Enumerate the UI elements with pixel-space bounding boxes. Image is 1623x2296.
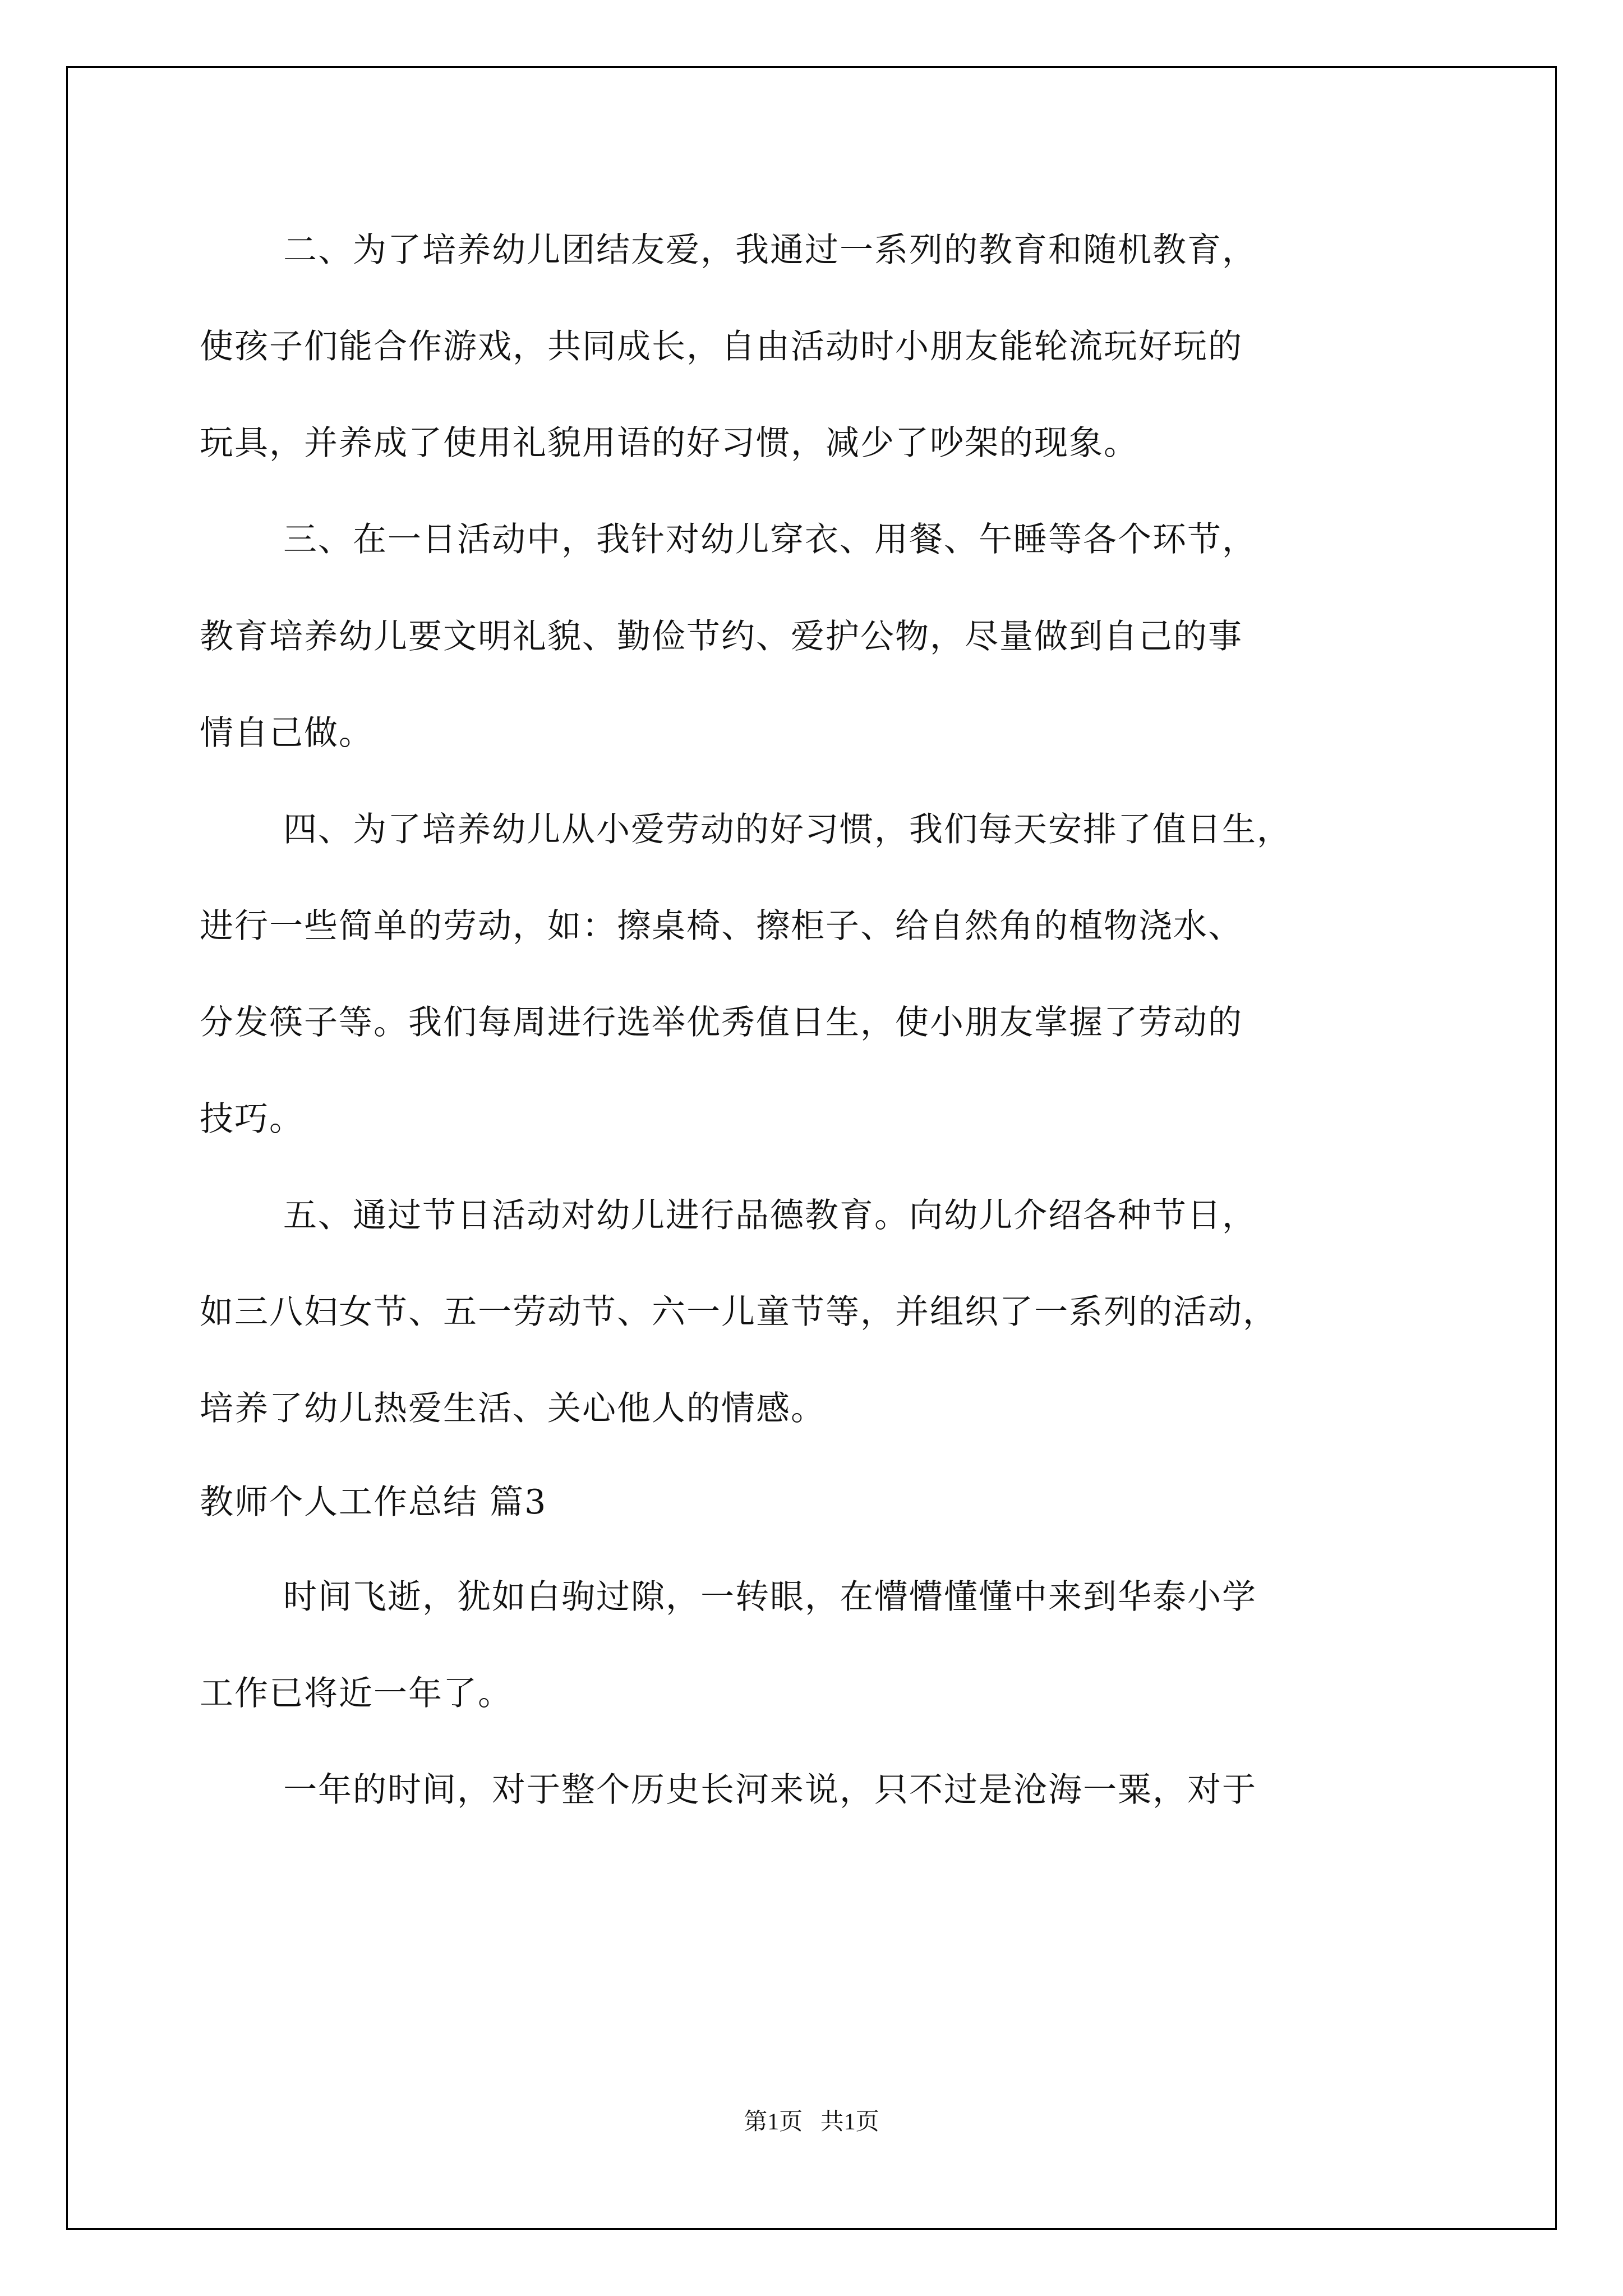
paragraph-line: 分发筷子等。我们每周进行选举优秀值日生，使小朋友掌握了劳动的 — [200, 1003, 1243, 1042]
paragraph-line: 玩具，并养成了使用礼貌用语的好习惯，减少了吵架的现象。 — [200, 424, 1138, 463]
page-border — [66, 66, 1557, 2230]
page-footer: 第1页 共1页 — [744, 2109, 879, 2135]
paragraph-line: 使孩子们能合作游戏，共同成长，自由活动时小朋友能轮流玩好玩的 — [200, 327, 1243, 366]
paragraph-line: 工作已将近一年了。 — [200, 1674, 513, 1713]
paragraph-line: 三、在一日活动中，我针对幼儿穿衣、用餐、午睡等各个环节， — [283, 520, 1257, 559]
paragraph-line: 五、通过节日活动对幼儿进行品德教育。向幼儿介绍各种节日， — [283, 1196, 1257, 1235]
paragraph-line: 培养了幼儿热爱生活、关心他人的情感。 — [200, 1389, 826, 1428]
paragraph-line: 教育培养幼儿要文明礼貌、勤俭节约、爱护公物，尽量做到自己的事 — [200, 617, 1243, 656]
paragraph-line: 四、为了培养幼儿从小爱劳动的好习惯，我们每天安排了值日生， — [283, 810, 1292, 849]
paragraph-line: 如三八妇女节、五一劳动节、六一儿童节等，并组织了一系列的活动， — [200, 1292, 1278, 1332]
paragraph-line: 时间飞逝，犹如白驹过隙，一转眼，在懵懵懂懂中来到华泰小学 — [283, 1577, 1257, 1617]
paragraph-line: 技巧。 — [200, 1099, 304, 1139]
paragraph-line: 情自己做。 — [200, 714, 374, 753]
paragraph-line: 一年的时间，对于整个历史长河来说，只不过是沧海一粟，对于 — [283, 1770, 1257, 1810]
section-heading: 教师个人工作总结 篇3 — [200, 1483, 547, 1522]
paragraph-line: 二、为了培养幼儿团结友爱，我通过一系列的教育和随机教育， — [283, 231, 1257, 270]
paragraph-line: 进行一些简单的劳动，如：擦桌椅、擦柜子、给自然角的植物浇水、 — [200, 907, 1243, 946]
